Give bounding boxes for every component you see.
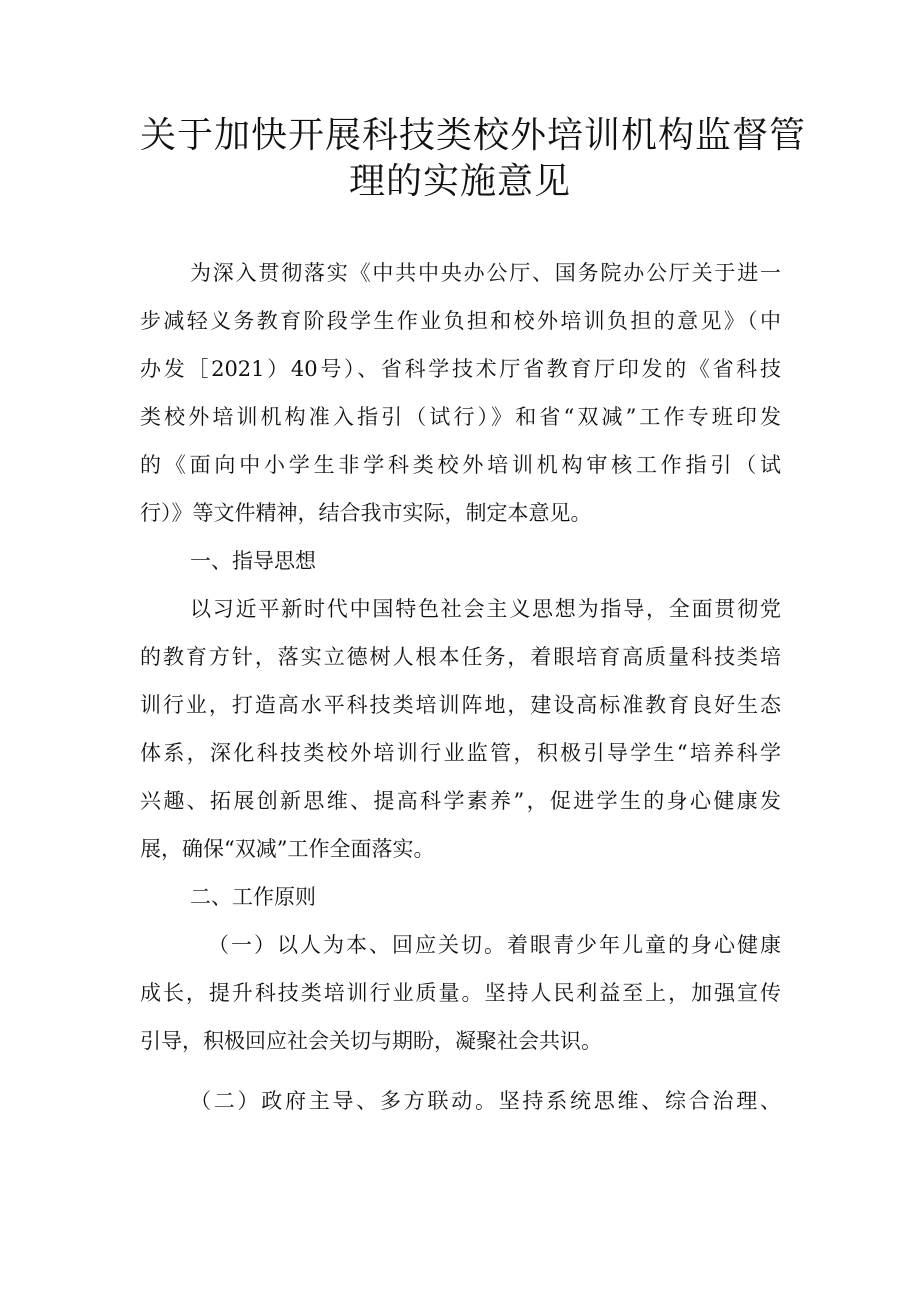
principle1-line-2: 成长，提升科技类培训行业质量。坚持人民利益至上，加强宣传: [140, 981, 781, 1005]
intro-line-3: 办发［2021）40号）、省科学技术厅省教育厅印发的《省科技: [140, 357, 781, 381]
document-title-line-1: 关于加快开展科技类校外培训机构监督管: [140, 115, 807, 156]
intro-line-1: 为深入贯彻落实《中共中央办公厅、国务院办公厅关于进一: [190, 261, 781, 285]
section1-line-4: 体系，深化科技类校外培训行业监管，积极引导学生“培养科学: [140, 741, 781, 765]
section1-line-5: 兴趣、拓展创新思维、提高科学素养”，促进学生的身心健康发: [140, 789, 781, 813]
section1-line-2: 的教育方针，落实立德树人根本任务，着眼培育高质量科技类培: [140, 645, 781, 669]
section-heading-guiding-thought: 一、指导思想: [190, 549, 316, 573]
section1-line-3: 训行业，打造高水平科技类培训阵地，建设高标准教育良好生态: [140, 693, 781, 717]
section1-line-1: 以习近平新时代中国特色社会主义思想为指导，全面贯彻党: [190, 597, 781, 621]
principle1-line-1: （一）以人为本、回应关切。着眼青少年儿童的身心健康: [208, 933, 781, 957]
intro-line-6: 行）》等文件精神，结合我市实际，制定本意见。: [140, 501, 592, 525]
principle2-line-1: （二）政府主导、多方联动。坚持系统思维、综合治理、: [190, 1089, 781, 1113]
intro-line-4: 类校外培训机构准入指引（试行）》和省“双减”工作专班印发: [140, 405, 781, 429]
principle1-line-3: 引导，积极回应社会关切与期盼，凝聚社会共识。: [140, 1029, 602, 1053]
intro-line-5: 的《面向中小学生非学科类校外培训机构审核工作指引（试: [140, 453, 781, 477]
section-heading-work-principles: 二、工作原则: [190, 885, 316, 909]
document-title-line-2: 理的实施意见: [348, 161, 571, 202]
section1-line-6: 展，确保“双减”工作全面落实。: [140, 837, 435, 861]
intro-line-2: 步减轻义务教育阶段学生作业负担和校外培训负担的意见》（中: [140, 309, 781, 333]
